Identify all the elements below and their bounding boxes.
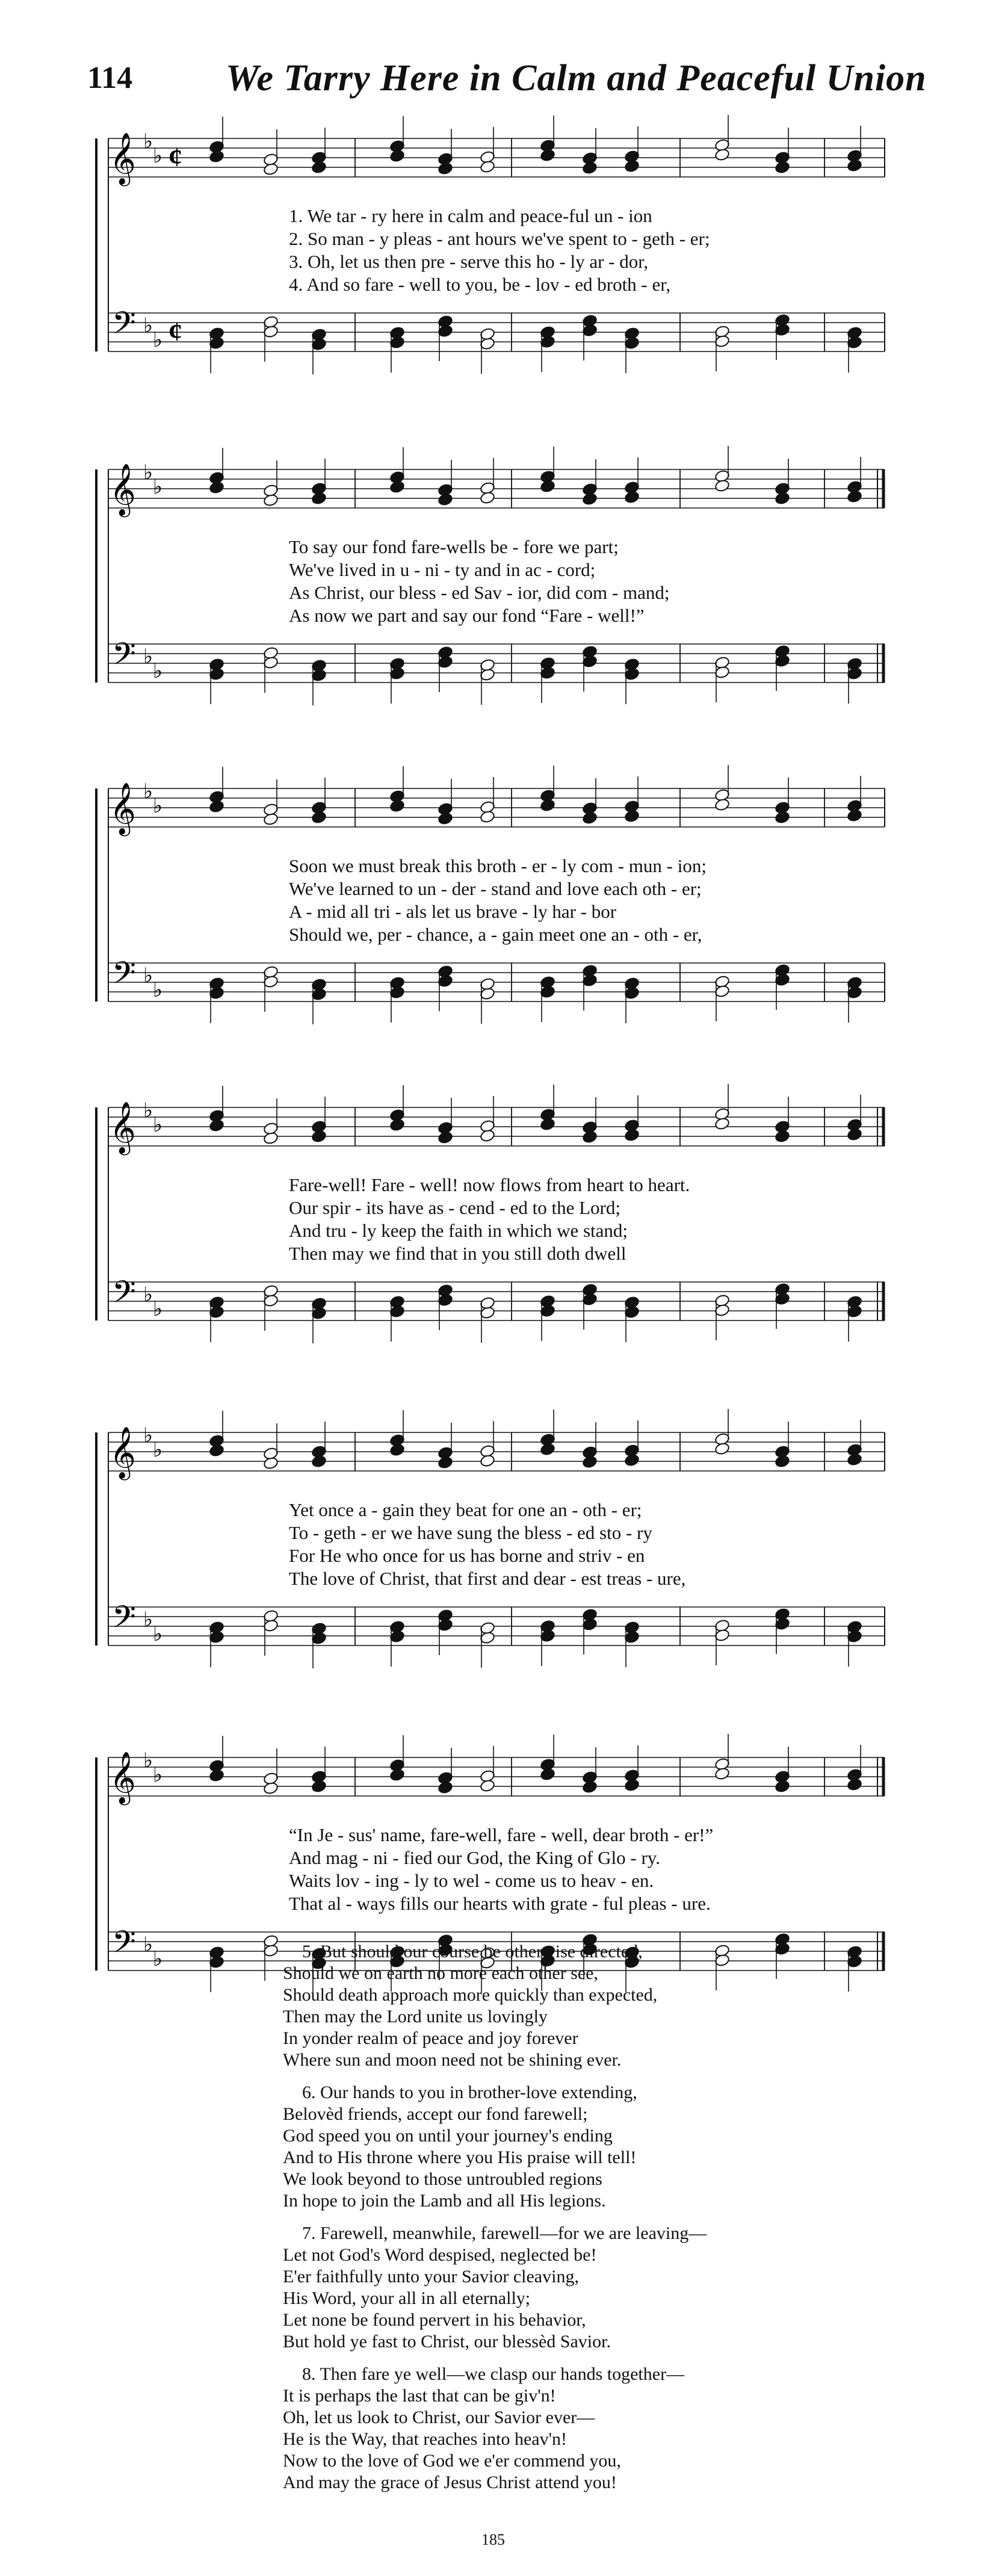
note-head [540, 799, 555, 813]
lyrics-block [162, 1824, 885, 1915]
treble-staff [108, 446, 885, 518]
note-head [263, 325, 279, 339]
note-head [714, 666, 730, 680]
verse-line: 8. Then fare ye well—we clasp our hands together— [302, 2364, 685, 2384]
treble-staff [108, 1084, 885, 1156]
music-system [72, 1083, 891, 1348]
flat-icon: ♭ [153, 1948, 163, 1971]
note-head [480, 658, 495, 672]
verse-line: His Word, your all in all eternally; [283, 2288, 531, 2308]
treble-staff [108, 1409, 885, 1481]
note-head [582, 1293, 598, 1307]
treble-clef-icon: 𝄞 [110, 1751, 136, 1803]
stanza-6 [283, 2082, 824, 2212]
note-head [714, 1442, 730, 1456]
note-head [624, 491, 640, 504]
note-head [775, 654, 790, 668]
verse-line: Let not God's Word despised, neglected be! [283, 2245, 597, 2265]
flat-icon: ♭ [143, 1284, 153, 1306]
verse-line: Should we on earth no more each other see, [283, 1963, 598, 1983]
note-head [209, 1630, 224, 1644]
flat-icon: ♭ [143, 315, 153, 337]
note-head [847, 1128, 862, 1142]
note-head [438, 1121, 453, 1135]
note-head [480, 977, 495, 991]
flat-icon: ♭ [143, 965, 153, 987]
note-head [209, 986, 224, 1000]
note-head [624, 658, 640, 672]
note-head [209, 667, 224, 681]
lyric-line: We've learned to un - der - stand and love each oth - er; [289, 878, 702, 899]
treble-staff [108, 765, 885, 837]
flat-icon: ♭ [153, 979, 163, 1002]
note-head [775, 1292, 790, 1306]
music-system [72, 114, 891, 379]
note-head [847, 159, 862, 173]
lyric-line: As now we part and say our fond “Fare - well!” [289, 605, 645, 626]
hymn-number: 114 [87, 61, 133, 95]
note-head [311, 1780, 327, 1794]
lyric-line: A - mid all tri - als let us brave - ly har - bor [289, 901, 617, 922]
note-head [389, 667, 405, 681]
lyric-line: And mag - ni - fied our God, the King of Glo - ry. [289, 1847, 661, 1868]
note-head [847, 326, 862, 340]
verse-line: E'er faithfully unto your Savior cleaving, [283, 2267, 579, 2287]
lyric-line: 3. Oh, let us then pre - serve this ho - ly ar - dor, [289, 251, 649, 272]
note-head [480, 1779, 495, 1793]
note-head [209, 1305, 224, 1319]
note-head [540, 1443, 555, 1457]
lyric-line: Yet once a - gain they beat for one an - oth - er; [289, 1499, 642, 1520]
note-head [209, 481, 224, 495]
music-system [72, 1408, 891, 1673]
note-head [480, 1454, 495, 1468]
flat-icon: ♭ [153, 1764, 163, 1786]
treble-clef-icon: 𝄞 [110, 463, 136, 515]
note-head [847, 976, 862, 990]
bass-clef-icon: 𝄢 [112, 1274, 136, 1317]
flat-icon: ♭ [143, 1609, 153, 1631]
verse-line: It is perhaps the last that can be giv'n! [283, 2386, 556, 2406]
note-head [438, 152, 453, 166]
note-head [438, 1618, 453, 1632]
cut-time-icon: ¢ [169, 316, 182, 347]
verse-line: 5. But should our course be otherwise directed, [302, 1942, 643, 1961]
note-head [263, 1772, 279, 1786]
verse-line: And may the grace of Jesus Christ attend you! [283, 2472, 617, 2492]
note-head [714, 985, 730, 999]
lyric-line: As Christ, our bless - ed Sav - ior, did com - mand; [289, 582, 670, 603]
note-head [775, 1770, 790, 1784]
flat-icon: ♭ [153, 795, 163, 817]
note-head [263, 1944, 279, 1958]
flat-icon: ♭ [153, 1623, 163, 1646]
note-head [209, 1119, 224, 1133]
flat-icon: ♭ [143, 462, 153, 484]
note-head [624, 810, 640, 823]
note-head [582, 1446, 598, 1460]
note-head [480, 160, 495, 174]
note-head [847, 1620, 862, 1634]
lyric-line: Our spir - its have as - cend - ed to the Lord; [289, 1197, 620, 1218]
note-head [389, 336, 405, 350]
note-head [263, 1294, 279, 1308]
note-head [480, 491, 495, 505]
note-head [311, 492, 327, 506]
bass-clef-icon: 𝄢 [112, 636, 136, 680]
flat-icon: ♭ [143, 781, 153, 803]
note-head [263, 1122, 279, 1136]
note-head [775, 323, 790, 337]
bass-staff [108, 1599, 885, 1668]
page-number: 185 [481, 2531, 505, 2548]
note-head [438, 483, 453, 497]
treble-clef-icon: 𝄞 [110, 1426, 136, 1478]
note-head [582, 802, 598, 816]
note-head [540, 1768, 555, 1782]
note-head [847, 1453, 862, 1467]
note-head [263, 484, 279, 498]
verse-line: Belovèd friends, accept our fond farewell; [283, 2104, 588, 2124]
flat-icon: ♭ [153, 1298, 163, 1321]
note-head [582, 655, 598, 669]
lyric-line: The love of Christ, that first and dear - est treas - ure, [289, 1568, 686, 1589]
note-head [775, 1120, 790, 1134]
note-head [582, 1618, 598, 1632]
flat-icon: ♭ [153, 660, 163, 683]
flat-icon: ♭ [143, 131, 153, 153]
stanza-5 [283, 1941, 824, 2071]
note-head [389, 986, 405, 1000]
bass-clef-icon: 𝄢 [112, 1924, 136, 1968]
verse-line: He is the Way, that reaches into heav'n! [283, 2429, 567, 2449]
note-head [847, 657, 862, 671]
note-head [582, 324, 598, 338]
flat-icon: ♭ [143, 1934, 153, 1956]
note-head [311, 1297, 327, 1311]
note-head [847, 1295, 862, 1309]
lyric-line: And tru - ly keep the faith in which we stand; [289, 1220, 628, 1241]
stanza-8 [283, 2364, 824, 2494]
note-head [714, 798, 730, 812]
lyrics-block [162, 855, 885, 946]
note-head [311, 659, 327, 673]
lyric-line: Fare-well! Fare - well! now flows from heart to heart. [289, 1174, 690, 1195]
note-head [624, 1621, 640, 1635]
flat-icon: ♭ [143, 646, 153, 668]
note-head [209, 1955, 224, 1969]
note-head [714, 335, 730, 348]
note-head [438, 974, 453, 988]
note-head [480, 1621, 495, 1635]
note-head [624, 1779, 640, 1792]
note-head [480, 1129, 495, 1143]
flat-icon: ♭ [153, 1114, 163, 1136]
note-head [714, 1117, 730, 1131]
note-head [624, 977, 640, 991]
note-head [540, 480, 555, 494]
note-head [311, 1622, 327, 1636]
note-head [263, 975, 279, 989]
lyric-line: Waits lov - ing - ly to wel - come us to heav - en. [289, 1870, 654, 1891]
note-head [438, 655, 453, 669]
note-head [389, 149, 405, 163]
note-head [847, 1778, 862, 1792]
note-head [438, 1771, 453, 1785]
note-head [209, 800, 224, 814]
note-head [775, 151, 790, 165]
note-head [714, 479, 730, 493]
note-head [582, 1771, 598, 1785]
note-head [438, 1446, 453, 1460]
treble-clef-icon: 𝄞 [110, 782, 136, 834]
note-head [540, 1629, 555, 1643]
lyric-line: Then may we find that in you still doth dwell [289, 1243, 626, 1264]
bass-staff [108, 305, 885, 374]
music-system [72, 764, 891, 1029]
bass-staff [108, 636, 885, 705]
note-head [540, 1304, 555, 1318]
flat-icon: ♭ [153, 145, 163, 167]
note-head [624, 1296, 640, 1310]
note-head [540, 149, 555, 163]
bass-clef-icon: 𝄢 [112, 955, 136, 999]
note-head [209, 336, 224, 350]
note-head [263, 803, 279, 817]
lyric-line: 2. So man - y pleas - ant hours we've spent to - geth - er; [289, 228, 710, 249]
lyric-line: We've lived in u - ni - ty and in ac - cord; [289, 559, 596, 580]
note-head [311, 328, 327, 342]
flat-icon: ♭ [153, 1439, 163, 1461]
lyric-line: To say our fond fare-wells be - fore we part; [289, 536, 619, 557]
additional-verses [283, 1941, 824, 2504]
note-head [847, 1945, 862, 1959]
verse-line: Let none be found pervert in his behavior, [283, 2310, 586, 2330]
verse-line: Now to the love of God we e'er commend you, [283, 2451, 621, 2471]
verse-line: Should death approach more quickly than expected, [283, 1985, 658, 2005]
bass-clef-icon: 𝄢 [112, 305, 136, 348]
verse-line: God speed you on until your journey's ending [283, 2126, 613, 2146]
lyric-line: “In Je - sus' name, fare-well, fare - well, dear broth - er!” [289, 1824, 714, 1845]
flat-icon: ♭ [153, 329, 163, 351]
lyrics-block [162, 1499, 885, 1590]
note-head [438, 324, 453, 338]
verse-line: Where sun and moon need not be shining ever. [283, 2050, 622, 2070]
lyrics-block [162, 536, 885, 627]
note-head [209, 1444, 224, 1458]
note-head [389, 480, 405, 494]
note-head [582, 974, 598, 988]
treble-staff [108, 115, 885, 187]
treble-clef-icon: 𝄞 [110, 1101, 136, 1153]
note-head [311, 978, 327, 992]
note-head [311, 161, 327, 175]
treble-staff [108, 1734, 885, 1806]
note-head [775, 1445, 790, 1459]
lyric-line: To - geth - er we have sung the bless - ed sto - ry [289, 1522, 652, 1543]
note-head [263, 153, 279, 167]
note-head [263, 1619, 279, 1633]
note-head [389, 1305, 405, 1319]
lyric-line: 1. We tar - ry here in calm and peace-ful un - ion [289, 205, 652, 226]
note-head [847, 809, 862, 823]
note-head [438, 802, 453, 816]
verse-line: But hold ye fast to Christ, our blessèd Savior. [283, 2332, 611, 2352]
lyric-line: Soon we must break this broth - er - ly com - mun - ion; [289, 855, 707, 876]
note-head [624, 1454, 640, 1467]
note-head [311, 1455, 327, 1469]
note-head [582, 483, 598, 497]
verse-line: Then may the Lord unite us lovingly [283, 2007, 548, 2026]
lyric-line: For He who once for us has borne and striv - en [289, 1545, 645, 1566]
note-head [847, 490, 862, 504]
flat-icon: ♭ [143, 1425, 153, 1447]
lyrics-block [162, 205, 885, 296]
lyrics-block [162, 1174, 885, 1265]
note-head [714, 1767, 730, 1781]
note-head [540, 1118, 555, 1132]
lyric-line: That al - ways fills our hearts with grate - ful pleas - ure. [289, 1893, 711, 1914]
note-head [438, 1293, 453, 1307]
verse-line: In hope to join the Lamb and all His legions. [283, 2191, 606, 2211]
note-head [624, 1129, 640, 1142]
note-head [311, 811, 327, 825]
bass-staff [108, 1274, 885, 1343]
bass-clef-icon: 𝄢 [112, 1599, 136, 1643]
note-head [582, 152, 598, 166]
note-head [624, 327, 640, 341]
note-head [714, 1304, 730, 1317]
note-head [263, 656, 279, 670]
note-head [775, 973, 790, 987]
note-head [209, 150, 224, 164]
verse-line: And to His throne where you His praise will tell! [283, 2147, 637, 2167]
note-head [624, 159, 640, 173]
note-head [540, 666, 555, 680]
flat-icon: ♭ [153, 476, 163, 498]
note-head [480, 810, 495, 824]
music-system [72, 445, 891, 710]
note-head [389, 1443, 405, 1457]
note-head [209, 1769, 224, 1783]
lyric-line: Should we, per - chance, a - gain meet one an - oth - er, [289, 924, 702, 945]
note-head [775, 1617, 790, 1631]
note-head [389, 1630, 405, 1644]
verse-line: We look beyond to those untroubled regions [283, 2169, 602, 2189]
note-head [714, 148, 730, 162]
note-head [263, 1447, 279, 1461]
note-head [480, 327, 495, 341]
verse-line: In yonder realm of peace and joy forever [283, 2028, 578, 2048]
note-head [775, 482, 790, 496]
bass-staff [108, 955, 885, 1024]
note-head [582, 1121, 598, 1135]
note-head [389, 799, 405, 813]
note-head [775, 801, 790, 815]
note-head [540, 985, 555, 999]
verse-line: 7. Farewell, meanwhile, farewell—for we are leaving— [302, 2223, 707, 2243]
lyric-line: 4. And so fare - well to you, be - lov - ed broth - er, [289, 274, 671, 295]
flat-icon: ♭ [143, 1750, 153, 1772]
note-head [540, 335, 555, 349]
stanza-7 [283, 2223, 824, 2353]
treble-clef-icon: 𝄞 [110, 132, 136, 184]
note-head [714, 1629, 730, 1643]
note-head [480, 1296, 495, 1310]
cut-time-icon: ¢ [169, 141, 182, 172]
verse-line: 6. Our hands to you in brother-love extending, [302, 2082, 637, 2102]
flat-icon: ♭ [143, 1100, 153, 1122]
hymn-title: We Tarry Here in Calm and Peaceful Union [226, 58, 927, 99]
note-head [389, 1768, 405, 1782]
verse-line: Oh, let us look to Christ, our Savior ever— [283, 2407, 595, 2427]
note-head [389, 1118, 405, 1132]
note-head [311, 1130, 327, 1144]
